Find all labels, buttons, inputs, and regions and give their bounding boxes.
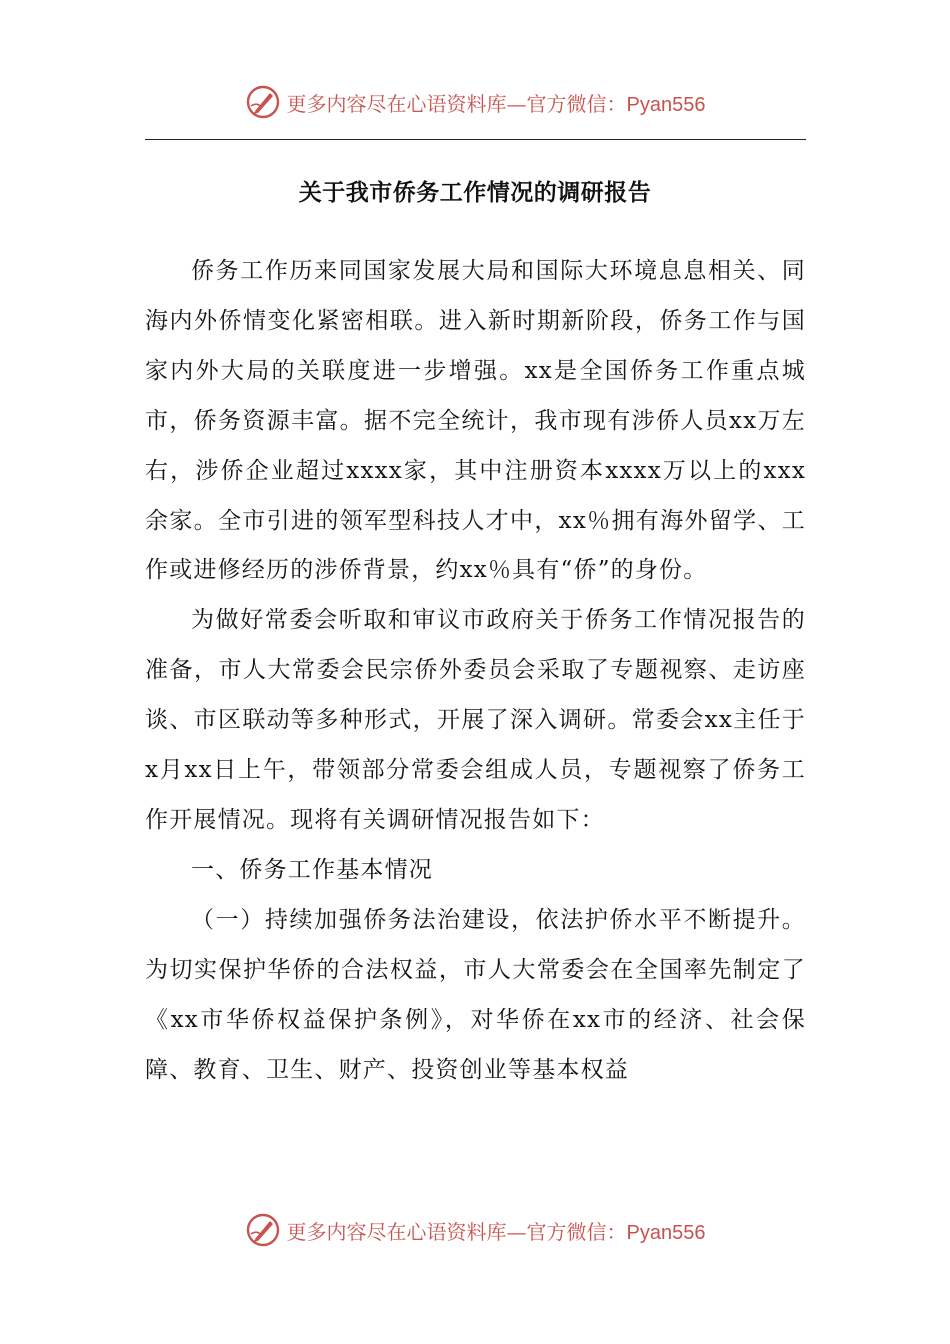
document-title: 关于我市侨务工作情况的调研报告 (298, 180, 652, 206)
subsection-paragraph: （一）持续加强侨务法治建设，依法护侨水平不断提升。为切实保护华侨的合法权益，市人大常委会在全国率先制定了《xx市华侨权益保护条例》，对华侨在xx市的经济、社会保障、教育、卫生、财产、投资创业等基本权益 (145, 906, 806, 1083)
pen-logo-icon (245, 1212, 281, 1248)
watermark-label: 更多内容尽在心语资料库—官方微信： (286, 91, 627, 116)
watermark-text (287, 88, 706, 117)
body-paragraph-1: 侨务工作历来同国家发展大局和国际大环境息息相关、同海内外侨情变化紧密相联。进入新时期新阶段，侨务工作与国家内外大局的关联度进一步增强。xx是全国侨务工作重点城市，侨务资源丰富。据不完全统计，我市现有涉侨人员xx万左右，涉侨企业超过xxxx家，其中注册资本xxxx万以上的xxx余家。全市引进的领军型科技人才中，xx％拥有海外留学、工作或进修经历的涉侨背景，约xx％具有“侨”的身份。 (145, 258, 806, 584)
document-body (145, 247, 806, 1095)
header-divider (145, 139, 806, 140)
watermark-wechat-id: Pyan556 (626, 1221, 706, 1244)
watermark-label: 更多内容尽在心语资料库—官方微信： (286, 1219, 627, 1244)
pen-logo-icon (245, 84, 281, 120)
section-heading: 一、侨务工作基本情况 (191, 856, 433, 883)
watermark-text (287, 1216, 706, 1245)
body-paragraph-2: 为做好常委会听取和审议市政府关于侨务工作情况报告的准备，市人大常委会民宗侨外委员会采取了专题视察、走访座谈、市区联动等多种形式，开展了深入调研。常委会xx主任于x月xx日上午，带领部分常委会组成人员，专题视察了侨务工作开展情况。现将有关调研情况报告如下： (145, 607, 806, 833)
footer-watermark (0, 1210, 950, 1250)
watermark-wechat-id: Pyan556 (626, 93, 706, 116)
header-watermark (0, 82, 950, 122)
